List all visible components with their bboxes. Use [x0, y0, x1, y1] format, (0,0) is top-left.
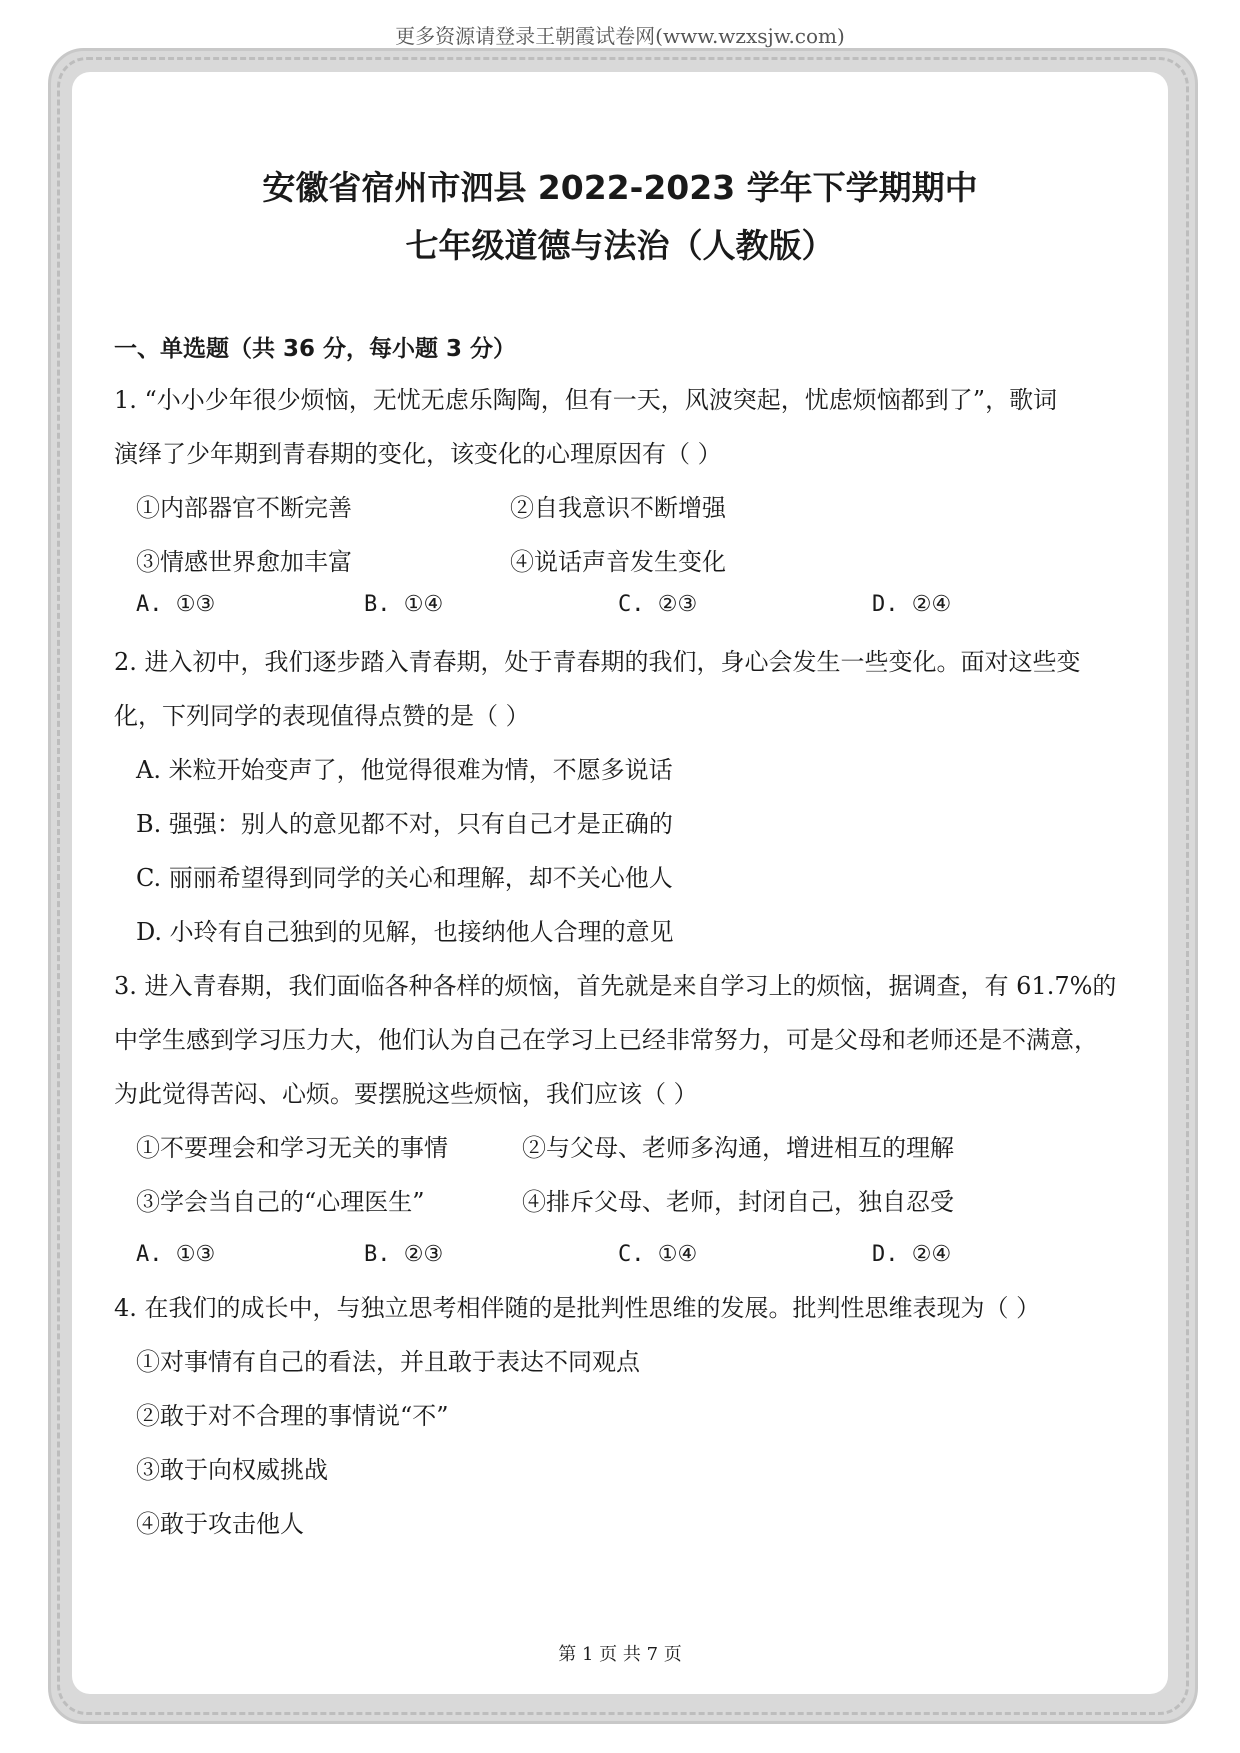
q1-choice-a[interactable]: A. ①③	[136, 592, 216, 617]
q2-option-a[interactable]: A. 米粒开始变声了，他觉得很难为情，不愿多说话	[136, 756, 673, 784]
site-note: 更多资源请登录王朝霞试卷网(www.wzxsjw.com)	[395, 24, 845, 48]
q3-statement: ②与父母、老师多沟通，增进相互的理解	[522, 1134, 954, 1162]
q3-statement: ③学会当自己的“心理医生”	[136, 1188, 425, 1216]
q3-choice-c[interactable]: C. ①④	[618, 1242, 698, 1267]
q2-option-d[interactable]: D. 小玲有自己独到的见解，也接纳他人合理的意见	[136, 918, 674, 946]
q4-statement: ①对事情有自己的看法，并且敢于表达不同观点	[136, 1348, 640, 1376]
page-footer: 第 1 页 共 7 页	[558, 1644, 682, 1665]
exam-title-line2: 七年级道德与法治（人教版）	[405, 226, 835, 265]
q1-choice-c[interactable]: C. ②③	[618, 592, 698, 617]
q3-statement: ④排斥父母、老师，封闭自己，独自忍受	[522, 1188, 954, 1216]
q4-statement: ③敢于向权威挑战	[136, 1456, 328, 1484]
q1-stem-line1: 1. “小小少年很少烦恼，无忧无虑乐陶陶，但有一天，风波突起，忧虑烦恼都到了”，歌词	[114, 386, 1058, 414]
q2-option-c[interactable]: C. 丽丽希望得到同学的关心和理解，却不关心他人	[136, 864, 673, 892]
q1-statement: ③情感世界愈加丰富	[136, 548, 352, 576]
q3-choice-a[interactable]: A. ①③	[136, 1242, 216, 1267]
q1-statement: ④说话声音发生变化	[510, 548, 726, 576]
q3-stem-line1: 3. 进入青春期，我们面临各种各样的烦恼，首先就是来自学习上的烦恼，据调查，有 61.7%的	[114, 972, 1117, 1000]
q2-stem-line1: 2. 进入初中，我们逐步踏入青春期，处于青春期的我们，身心会发生一些变化。面对这些变	[114, 648, 1081, 676]
q4-stem-line1: 4. 在我们的成长中，与独立思考相伴随的是批判性思维的发展。批判性思维表现为（ ）	[114, 1294, 1041, 1322]
q3-choice-b[interactable]: B. ②③	[364, 1242, 444, 1267]
q2-stem-line2: 化，下列同学的表现值得点赞的是（ ）	[114, 702, 530, 730]
q3-stem-line2: 中学生感到学习压力大，他们认为自己在学习上已经非常努力，可是父母和老师还是不满意，	[114, 1026, 1098, 1054]
q1-choice-d[interactable]: D. ②④	[872, 592, 952, 617]
q1-stem-line2: 演绎了少年期到青春期的变化，该变化的心理原因有（ ）	[114, 440, 722, 468]
q4-statement: ②敢于对不合理的事情说“不”	[136, 1402, 449, 1430]
q3-choice-d[interactable]: D. ②④	[872, 1242, 952, 1267]
section-header: 一、单选题（共 36 分，每小题 3 分）	[114, 336, 517, 362]
q3-stem-line3: 为此觉得苦闷、心烦。要摆脱这些烦恼，我们应该（ ）	[114, 1080, 698, 1108]
q1-statement: ②自我意识不断增强	[510, 494, 726, 522]
q1-statement: ①内部器官不断完善	[136, 494, 352, 522]
exam-title-line1: 安徽省宿州市泗县 2022-2023 学年下学期期中	[262, 168, 978, 207]
q3-statement: ①不要理会和学习无关的事情	[136, 1134, 448, 1162]
q1-choice-b[interactable]: B. ①④	[364, 592, 444, 617]
q4-statement: ④敢于攻击他人	[136, 1510, 304, 1538]
q2-option-b[interactable]: B. 强强：别人的意见都不对，只有自己才是正确的	[136, 810, 673, 838]
